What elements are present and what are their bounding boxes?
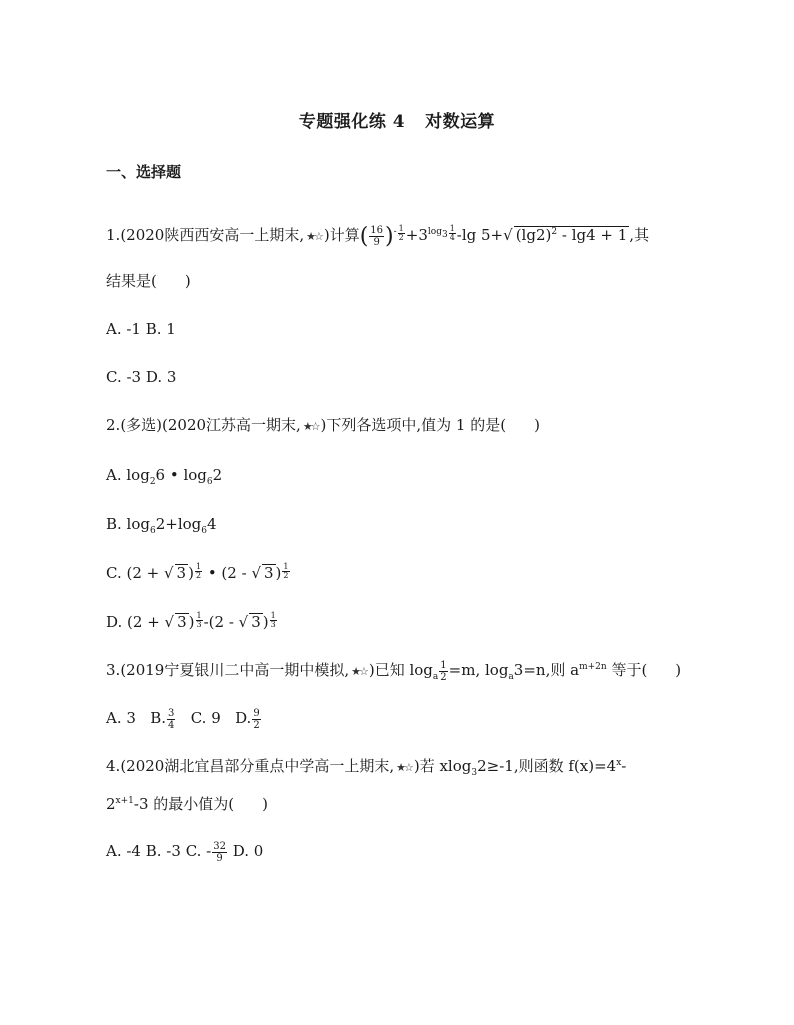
section-heading: 一、选择题 bbox=[106, 163, 182, 181]
page-title: 专题强化练 4 对数运算 bbox=[298, 112, 496, 132]
question-2-option-b: B. $\log_62+\log_64$ bbox=[106, 515, 217, 536]
question-1-line-2: 结果是( ) bbox=[106, 272, 191, 290]
question-1-options-cd: C. -3 D. 3 bbox=[106, 368, 177, 386]
question-3-options: A. 3 B. $\frac{3}{4}$ C. 9 D. $\frac{9}{2}$ bbox=[106, 707, 260, 731]
question-1-line-1: 1.(2020陕西西安高一上期末, ★☆ )计算( $\frac{16}{9}$ )- $\frac{1}{2}$ $+3^{log_3}$ $\frac{1}{4}$ -lg 5+√ $(\lg 2)^2 - \lg 4 + 1$ ,其 bbox=[106, 224, 650, 249]
question-2-option-d: D. (2 + √ 3 ) $\frac{1}{3}$ -(2 - √ 3 ) $\frac{1}{3}$ bbox=[106, 611, 276, 631]
question-4-options: A. -4 B. -3 C. - $\frac{32}{9}$ D. 0 bbox=[106, 840, 264, 864]
difficulty-stars-icon: ★☆ bbox=[306, 230, 322, 243]
question-4-line-1: 4.(2020湖北宜昌部分重点中学高一上期末, ★☆ )若 xlog$_3$2≥-1,则函数 $f(x)=4^x-$ bbox=[106, 757, 627, 778]
exponent-quarter: $\frac{1}{4}$ bbox=[449, 224, 455, 242]
question-1-options-ab: A. -1 B. 1 bbox=[106, 320, 176, 338]
difficulty-stars-icon: ★☆ bbox=[351, 665, 367, 678]
question-2-stem: 2.(多选)(2020江苏高一期末, ★☆ )下列各选项中,值为 1 的是( ) bbox=[106, 416, 540, 434]
difficulty-stars-icon: ★☆ bbox=[302, 420, 319, 433]
fraction-16-9: $\frac{16}{9}$ bbox=[370, 224, 384, 248]
question-2-option-a: A. $\log_26$ • $\log_62$ bbox=[106, 466, 223, 487]
difficulty-stars-icon: ★☆ bbox=[396, 761, 412, 774]
question-3-stem: 3.(2019宁夏银川二中高一期中模拟, ★☆ )已知 $\log_a$ $\frac{1}{2}$ =m, $\log_a3=n$,则 $a^{m+2n}$ 等于( ) bbox=[106, 659, 682, 683]
question-2-option-c: C. (2 + √ 3 ) $\frac{1}{2}$ • (2 - √ 3 ) $\frac{1}{2}$ bbox=[106, 562, 289, 582]
sqrt-expression: $(\lg 2)^2 - \lg 4 + 1$ bbox=[515, 226, 628, 244]
exponent-half: $\frac{1}{2}$ bbox=[398, 224, 404, 242]
question-4-line-2: $2^{x+1}-3$ 的最小值为( ) bbox=[106, 795, 268, 813]
